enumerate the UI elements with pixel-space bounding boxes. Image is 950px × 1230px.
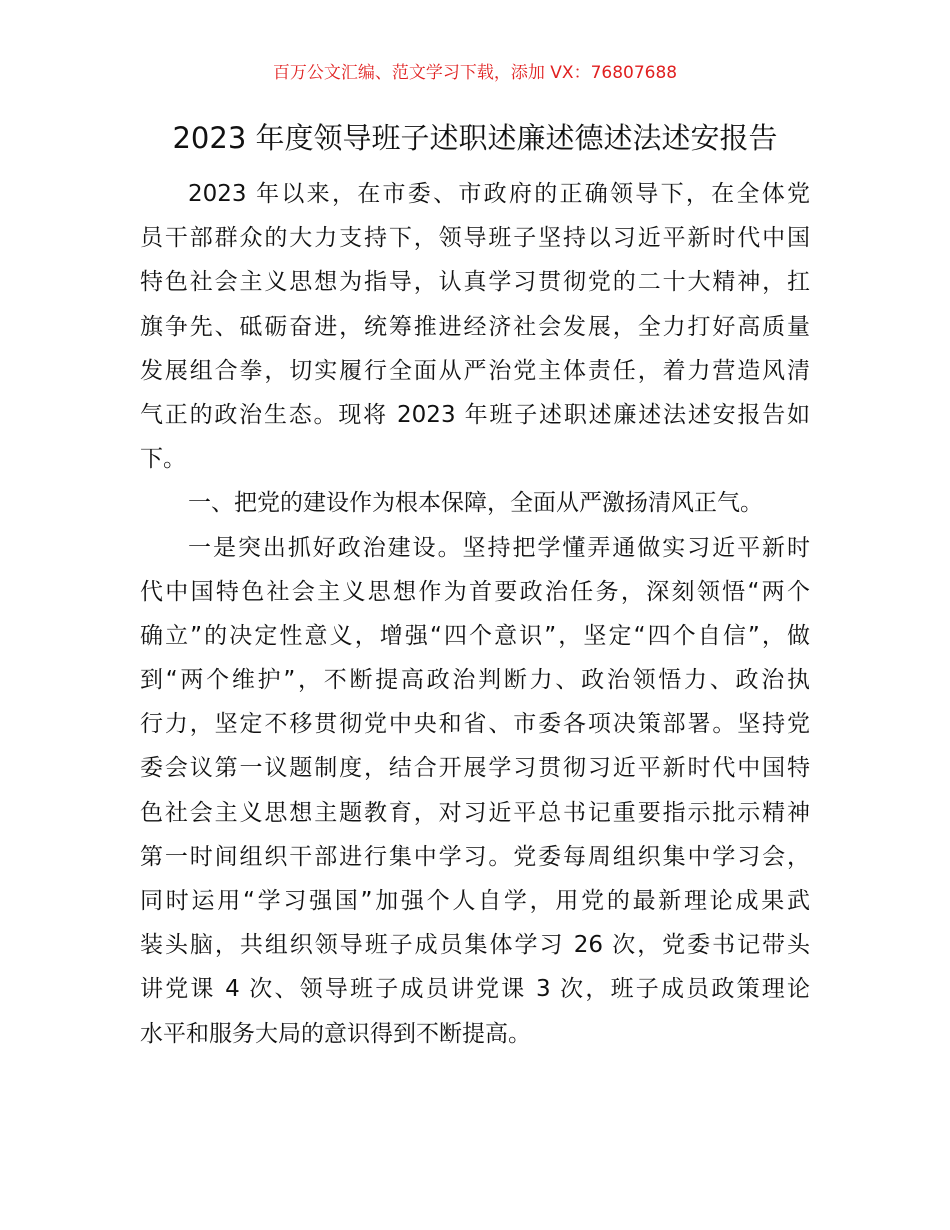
text-line: 行力，坚定不移贯彻党中央和省、市委各项决策部署。坚持党 [140,711,810,738]
text-line: 发展组合拳，切实履行全面从严治党主体责任，着力营造风清 [140,357,810,384]
text-line: 确立”的决定性意义，增强“四个意识”，坚定“四个自信”，做 [140,622,810,649]
text-line: 第一时间组织干部进行集中学习。党委每周组织集中学习会， [140,843,810,870]
text-line: 代中国特色社会主义思想作为首要政治任务，深刻领悟“两个 [140,578,810,605]
text-line: 旗争先、砥砺奋进，统筹推进经济社会发展，全力打好高质量 [140,313,810,340]
text-line: 委会议第一议题制度，结合开展学习贯彻习近平新时代中国特 [140,755,810,782]
document-body [140,172,810,1056]
text-line: 同时运用“学习强国”加强个人自学，用党的最新理论成果武 [140,888,810,914]
text-line: 到“两个维护”，不断提高政治判断力、政治领悟力、政治执 [140,667,810,694]
text-line: 员干部群众的大力支持下，领导班子坚持以习近平新时代中国 [140,225,810,252]
watermark-header: 百万公文汇编、范文学习下载，添加 VX：76807688 [272,63,678,83]
text-line: 特色社会主义思想为指导，认真学习贯彻党的二十大精神，扛 [140,269,810,296]
text-line: 下。 [140,446,186,473]
paragraph-political-building [140,526,810,1056]
text-line: 气正的政治生态。现将 2023 年班子述职述廉述法述安报告如 [140,401,810,428]
text-line: 一是突出抓好政治建设。坚持把学懂弄通做实习近平新时 [188,534,810,561]
text-line: 水平和服务大局的意识得到不断提高。 [140,1020,531,1047]
section-heading [140,481,810,525]
text-line: 装头脑，共组织领导班子成员集体学习 26 次，党委书记带头 [140,932,810,959]
text-line: 色社会主义思想主题教育，对习近平总书记重要指示批示精神 [140,799,810,826]
text-line: 2023 年以来，在市委、市政府的正确领导下，在全体党 [188,181,810,207]
paragraph-intro [140,172,810,481]
text-line: 一、把党的建设作为根本保障，全面从严激扬清风正气。 [188,490,763,517]
text-line: 讲党课 4 次、领导班子成员讲党课 3 次，班子成员政策理论 [140,976,810,1003]
document-title: 2023 年度领导班子述职述廉述德述法述安报告 [172,121,778,155]
